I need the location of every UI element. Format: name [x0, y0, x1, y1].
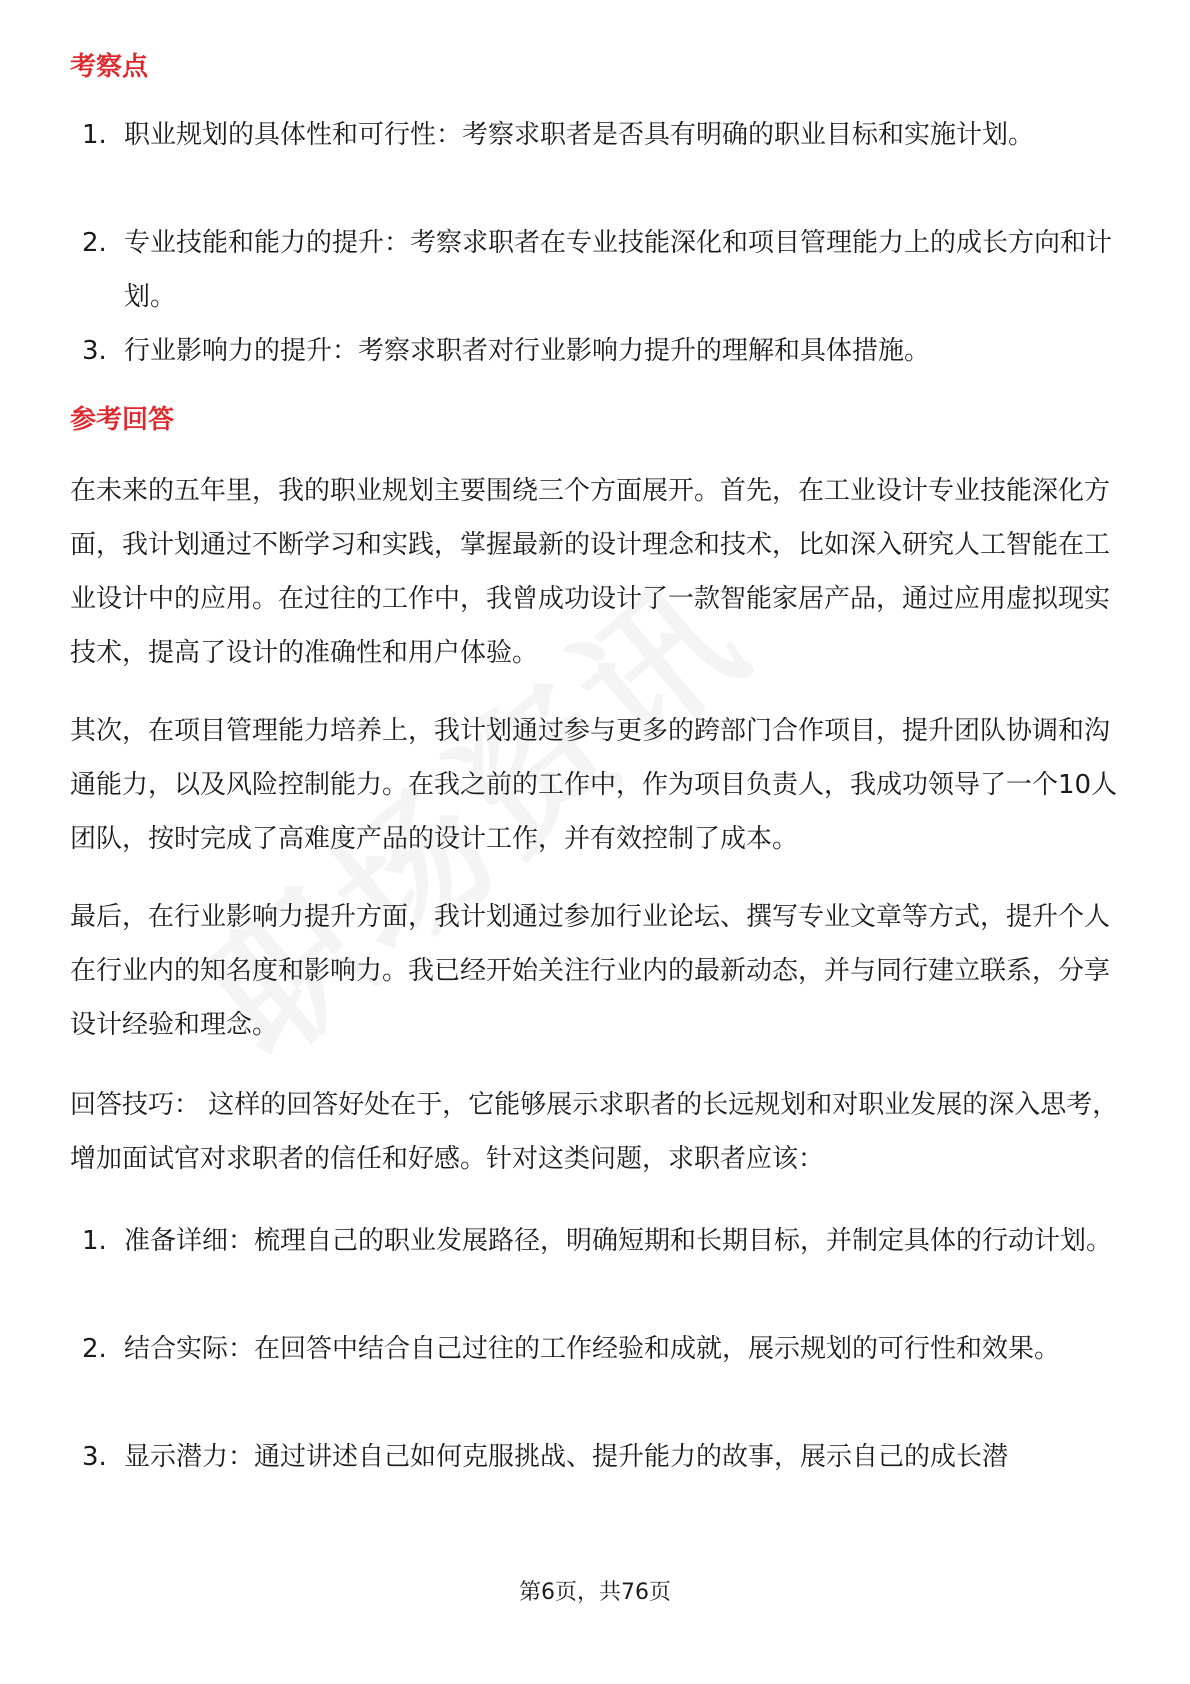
list-number: 2.	[82, 1334, 107, 1364]
list-text: 结合实际：在回答中结合自己过往的工作经验和成就，展示规划的可行性和效果。	[124, 1334, 1061, 1364]
list-text: 职业规划的具体性和可行性：考察求职者是否具有明确的职业目标和实施计划。	[124, 120, 1035, 150]
section-title-criteria: 考察点	[70, 52, 149, 82]
list-item	[70, 1214, 1120, 1268]
list-text: 显示潜力：通过讲述自己如何克服挑战、提升能力的故事，展示自己的成长潜	[124, 1442, 1009, 1472]
list-item	[70, 108, 1120, 162]
list-text: 专业技能和能力的提升：考察求职者在专业技能深化和项目管理能力上的成长方向和计划。	[124, 228, 1113, 312]
list-item	[70, 1322, 1120, 1376]
list-number: 1.	[82, 120, 107, 150]
list-text: 行业影响力的提升：考察求职者对行业影响力提升的理解和具体措施。	[124, 336, 931, 366]
list-item	[70, 1430, 1120, 1484]
list-item	[70, 216, 1120, 324]
page-number: 第6页，共76页	[519, 1580, 671, 1605]
list-number: 3.	[82, 1442, 107, 1472]
list-text: 准备详细：梳理自己的职业发展路径，明确短期和长期目标，并制定具体的行动计划。	[124, 1226, 1113, 1256]
list-number: 3.	[82, 336, 107, 366]
list-number: 2.	[82, 228, 107, 258]
answer-paragraph: 在未来的五年里，我的职业规划主要围绕三个方面展开。首先，在工业设计专业技能深化方面，我计划通过不断学习和实践，掌握最新的设计理念和技术，比如深入研究人工智能在工业设计中的应用。在过往的工作中，我曾成功设计了一款智能家居产品，通过应用虚拟现实技术，提高了设计的准确性和用户体验。	[70, 476, 1111, 668]
list-number: 1.	[82, 1226, 107, 1256]
answer-paragraph: 最后，在行业影响力提升方面，我计划通过参加行业论坛、撰写专业文章等方式，提升个人在行业内的知名度和影响力。我已经开始关注行业内的最新动态，并与同行建立联系，分享设计经验和理念。	[70, 902, 1111, 1040]
tips-intro: 回答技巧： 这样的回答好处在于，它能够展示求职者的长远规划和对职业发展的深入思考，增加面试官对求职者的信任和好感。针对这类问题，求职者应该：	[70, 1090, 1119, 1174]
list-item	[70, 324, 1120, 378]
section-title-answer: 参考回答	[70, 405, 175, 435]
answer-paragraph: 其次，在项目管理能力培养上，我计划通过参与更多的跨部门合作项目，提升团队协调和沟通能力，以及风险控制能力。在我之前的工作中，作为项目负责人，我成功领导了一个10人团队，按时完成了高难度产品的设计工作，并有效控制了成本。	[70, 716, 1118, 854]
